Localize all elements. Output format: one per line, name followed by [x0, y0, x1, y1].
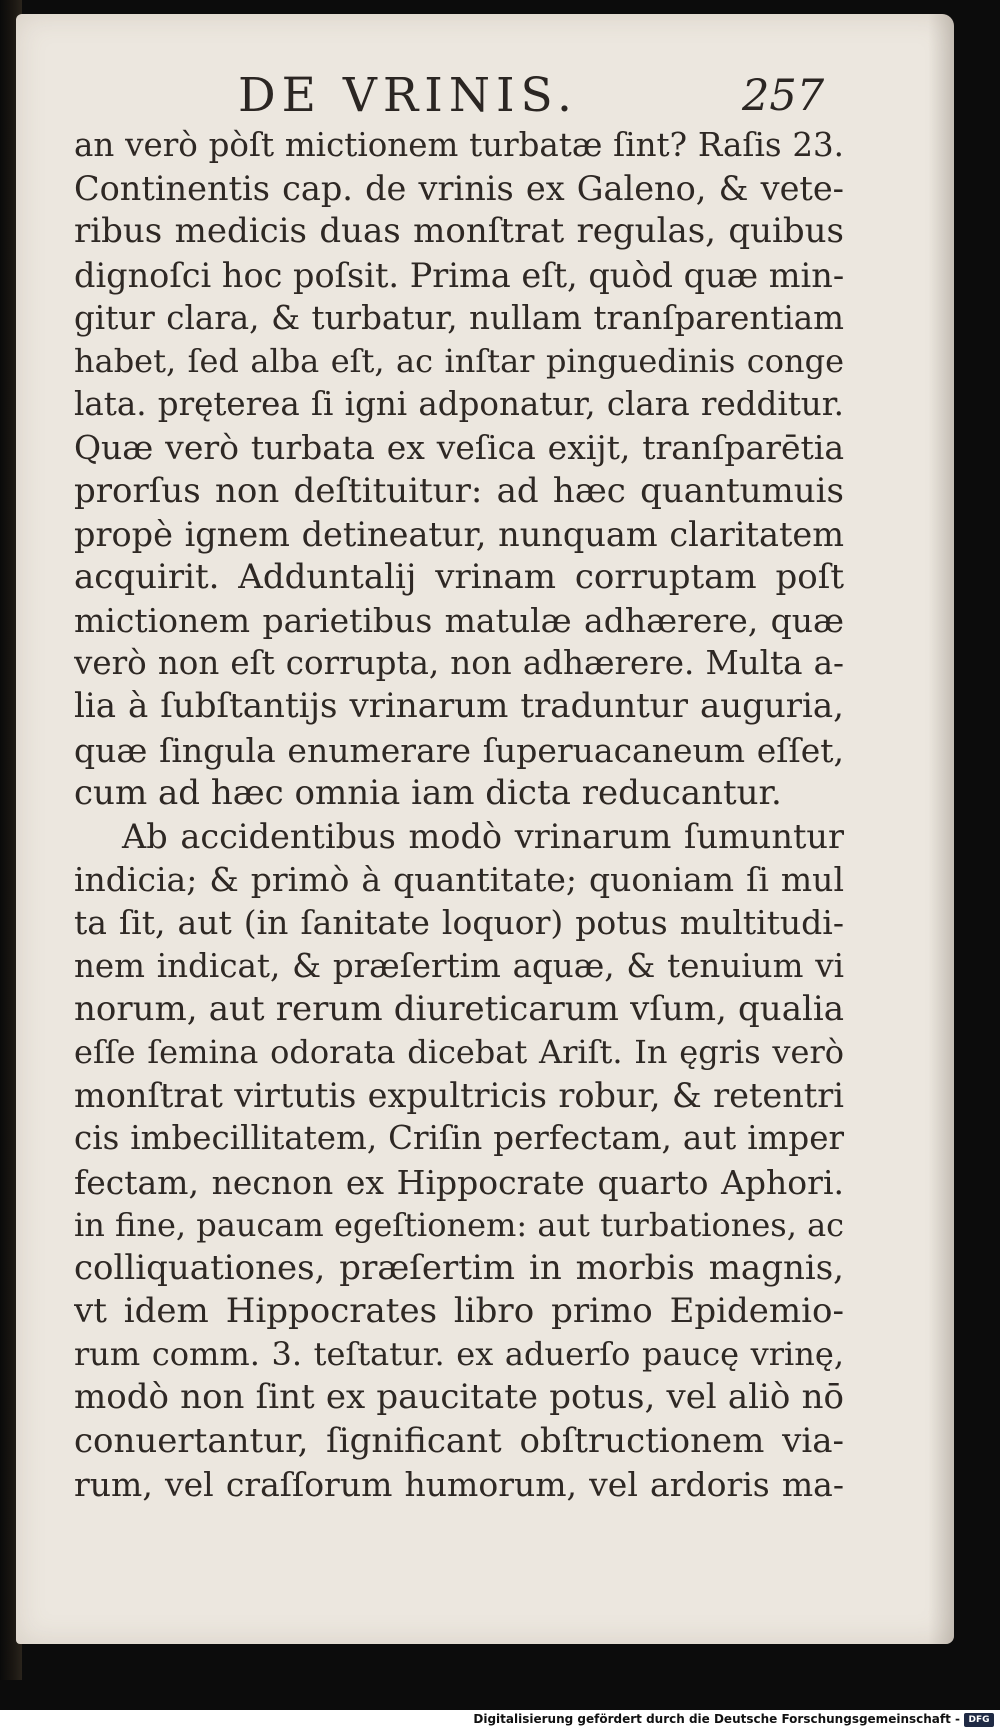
text-line: Continentis cap. de vrinis ex Galeno, & vete-: [74, 169, 844, 209]
funding-footer: [0, 1710, 1000, 1730]
text-line: indicia; & primò à quantitate; quoniam ſi mul: [74, 860, 844, 900]
text-line: an verò pòſt mictionem turbatæ ſint? Raſis 23.: [74, 126, 844, 164]
text-line: conuertantur, ſignificant obſtructionem via-: [74, 1420, 844, 1461]
text-line: prorſus non deſtituitur: ad hæc quantumuis: [74, 470, 844, 511]
book-page: [16, 14, 954, 1644]
text-line: rum comm. 3. teſtatur. ex aduerſo paucę vrinę,: [74, 1335, 844, 1374]
funding-note: Digitalisierung gefördert durch die Deutsche Forschungsgemeinschaft -: [473, 1712, 960, 1726]
page-gutter-shadow: [928, 14, 954, 1644]
text-line: modò non ſint ex paucitate potus, vel aliò nō: [74, 1377, 844, 1418]
text-line: habet, ſed alba eſt, ac inſtar pinguedinis conge: [74, 341, 844, 380]
text-line: lia à ſubſtantijs vrinarum traduntur auguria,: [74, 686, 844, 727]
running-title: DE VRINIS.: [238, 68, 578, 123]
text-line: ribus medicis duas monſtrat regulas, quibus: [74, 211, 844, 252]
page-number: 257: [742, 71, 825, 121]
text-line: colliquationes, præſertim in morbis magnis,: [74, 1247, 844, 1288]
text-line: monſtrat virtutis expultricis robur, & retentri: [74, 1076, 844, 1116]
text-line: lata. pręterea ſi igni adponatur, clara redditur.: [74, 385, 844, 424]
text-line: cum ad hæc omnia iam dicta reducantur.: [74, 772, 782, 813]
text-line: mictionem parietibus matulæ adhærere, quæ: [74, 601, 844, 641]
text-line: fectam, necnon ex Hippocrate quarto Aphori.: [74, 1162, 844, 1202]
text-line: Quæ verò turbata ex veſica exijt, tranſparētia: [74, 428, 844, 468]
text-line: cis imbecillitatem, Criſin perfectam, aut imper: [74, 1119, 844, 1158]
text-line: vt idem Hippocrates libro primo Epidemio-: [74, 1291, 844, 1332]
text-line: in fine, paucam egeſtionem: aut turbationes, ac: [74, 1205, 844, 1244]
dfg-logo: DFG: [964, 1713, 994, 1727]
text-line: quæ ſingula enumerare ſuperuacaneum eſſet,: [74, 730, 844, 770]
text-line: eſſe ſemina odorata dicebat Ariſt. In ęgris verò: [74, 1032, 844, 1071]
paragraph-first-line: Ab accidentibus modò vrinarum ſumuntur: [122, 817, 844, 856]
text-line: nem indicat, & præſertim aquæ, & tenuium vi: [74, 946, 844, 985]
text-line: rum, vel craſſorum humorum, vel ardoris ma-: [74, 1464, 844, 1504]
text-line: ta ſit, aut (in ſanitate loquor) potus multitudi-: [74, 903, 844, 943]
text-line: dignoſci hoc poſsit. Prima eſt, quòd quæ min-: [74, 255, 844, 295]
page-header: [16, 66, 954, 126]
text-line: norum, aut rerum diureticarum vſum, qualia: [74, 988, 844, 1029]
text-line: acquirit. Adduntalij vrinam corruptam poſt: [74, 556, 844, 597]
body-text: [74, 124, 844, 1506]
text-line: gitur clara, & turbatur, nullam tranſparentiam: [74, 298, 844, 337]
text-line: propè ignem detineatur, nunquam claritatem: [74, 514, 844, 554]
text-line: verò non eſt corrupta, non adhærere. Multa a-: [74, 644, 844, 683]
